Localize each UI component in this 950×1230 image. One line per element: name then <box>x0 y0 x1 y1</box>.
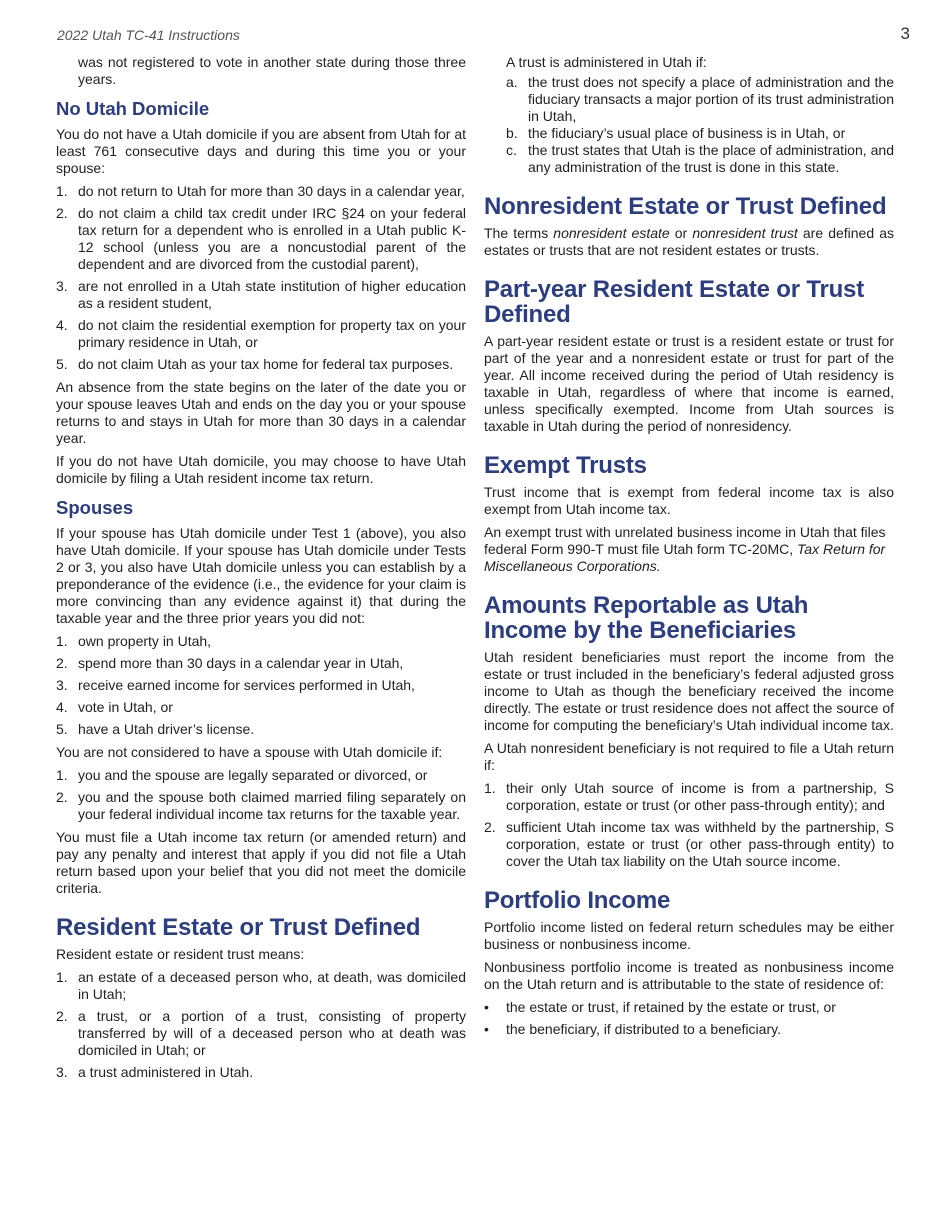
list-item <box>484 999 894 1016</box>
list-item <box>56 183 466 200</box>
paragraph: An exempt trust with unrelated business income in Utah that files federal Form 990-T must file Utah form TC-20MC, Tax Return for Miscellaneous Corporations. <box>484 524 886 574</box>
list-marker: 5. <box>56 721 68 737</box>
list-item-text: do not claim the residential exemption for property tax on your primary residence in Utah, or <box>78 317 466 350</box>
paragraph: Portfolio income listed on federal return schedules may be either business or nonbusiness income. <box>484 919 894 952</box>
list-marker: 4. <box>56 699 68 715</box>
continued-text: was not registered to vote in another state during those three years. <box>78 54 466 87</box>
list-marker: 2. <box>56 789 68 805</box>
numbered-list <box>484 780 894 870</box>
list-marker: 4. <box>56 317 68 333</box>
paragraph: Resident estate or resident trust means: <box>56 946 305 962</box>
list-marker: a. <box>506 74 518 90</box>
heading-portfolio-income: Portfolio Income <box>484 887 671 914</box>
list-item-text: the beneficiary, if distributed to a beneficiary. <box>506 1021 781 1037</box>
paragraph: Utah resident beneficiaries must report the income from the estate or trust included in the beneficiary’s federal adjusted gross income to Utah as though the beneficiary received the income directly. The estate or trust residence does not affect the source of income for computing the beneficiary’s Utah individual income tax. <box>484 649 894 733</box>
left-column <box>56 54 466 1087</box>
list-marker: 2. <box>56 1008 68 1024</box>
list-item-text: a trust administered in Utah. <box>78 1064 254 1080</box>
paragraph: An absence from the state begins on the later of the date you or your spouse leaves Utah and ends on the day you or your spouse returns to and stays in Utah for more than 30 days in a calendar year. <box>56 379 466 446</box>
list-item-text: receive earned income for services performed in Utah, <box>78 677 415 693</box>
list-item-text: own property in Utah, <box>78 633 212 649</box>
list-item-text: the trust does not specify a place of administration and the fiduciary transacts a major portion of its trust administration in Utah, <box>528 74 894 124</box>
list-item <box>56 633 466 650</box>
list-item-text: do not claim Utah as your tax home for federal tax purposes. <box>78 356 454 372</box>
heading-nonresident: Nonresident Estate or Trust Defined <box>484 193 887 220</box>
list-item <box>506 142 894 176</box>
list-marker: 3. <box>56 278 68 294</box>
list-item <box>484 780 894 814</box>
list-item-text: the fiduciary’s usual place of business is in Utah, or <box>528 125 846 141</box>
bullet-list <box>484 999 894 1038</box>
paragraph: A Utah nonresident beneficiary is not required to file a Utah return if: <box>484 740 894 773</box>
list-item-text: have a Utah driver’s license. <box>78 721 255 737</box>
heading-no-utah-domicile: No Utah Domicile <box>56 98 210 119</box>
list-item-text: do not return to Utah for more than 30 days in a calendar year, <box>78 183 465 199</box>
right-column <box>484 54 894 1044</box>
list-item <box>56 278 466 312</box>
list-item <box>484 819 894 870</box>
list-item-text: you and the spouse both claimed married filing separately on your federal individual income tax returns for the taxable year. <box>78 789 466 822</box>
list-marker: 2. <box>484 819 496 835</box>
lettered-list <box>484 74 894 176</box>
list-item-text: are not enrolled in a Utah state institution of higher education as a resident student, <box>78 278 466 311</box>
list-marker: c. <box>506 142 517 158</box>
list-item <box>56 317 466 351</box>
list-marker: 2. <box>56 655 68 671</box>
numbered-list <box>56 767 466 823</box>
list-item <box>506 74 894 125</box>
list-item-text: spend more than 30 days in a calendar year in Utah, <box>78 655 404 671</box>
paragraph: If you do not have Utah domicile, you may choose to have Utah domicile by filing a Utah resident income tax return. <box>56 453 466 486</box>
list-item <box>56 767 466 784</box>
list-item-text: vote in Utah, or <box>78 699 173 715</box>
document-header: 2022 Utah TC-41 Instructions <box>57 27 240 43</box>
heading-exempt-trusts: Exempt Trusts <box>484 452 647 479</box>
list-marker: 1. <box>56 633 68 649</box>
list-item <box>56 1008 466 1059</box>
paragraph: Nonbusiness portfolio income is treated as nonbusiness income on the Utah return and is attributable to the state of residence of: <box>484 959 894 992</box>
paragraph: You do not have a Utah domicile if you are absent from Utah for at least 761 consecutive days and during this time you or your spouse: <box>56 126 466 176</box>
list-marker: 1. <box>56 767 68 783</box>
heading-spouses: Spouses <box>56 497 134 518</box>
list-item-text: a trust, or a portion of a trust, consisting of property transferred by will of a deceased person who at death was domiciled in Utah; or <box>78 1008 466 1058</box>
numbered-list <box>56 633 466 738</box>
list-marker: 3. <box>56 1064 68 1080</box>
list-marker: 1. <box>484 780 496 796</box>
list-marker: 2. <box>56 205 68 221</box>
list-marker: • <box>484 999 489 1015</box>
heading-amounts-reportable: Amounts Reportable as Utah Income by the Beneficiaries <box>484 592 809 644</box>
list-item <box>56 699 466 716</box>
page-number: 3 <box>900 24 910 43</box>
list-item <box>56 356 466 373</box>
list-item-text: their only Utah source of income is from a partnership, S corporation, estate or trust (or other pass-through entity); and <box>506 780 894 813</box>
list-item <box>56 655 466 672</box>
list-marker: 1. <box>56 969 68 985</box>
paragraph: A part-year resident estate or trust is a resident estate or trust for part of the year and a nonresident estate or trust for part of the year. All income received during the period of Utah residency is taxable in Utah, regardless of where that income is earned, unless specifically exempted. Income from Utah sources is taxable in Utah during the period of nonresidency. <box>484 333 894 434</box>
list-item-text: do not claim a child tax credit under IRC §24 on your federal tax return for a dependent who is enrolled in a Utah public K-12 school (unless you are a noncustodial parent of the dependent and are divorced from the custodial parent), <box>78 205 466 272</box>
list-marker: • <box>484 1021 489 1037</box>
list-item <box>484 1021 894 1038</box>
list-item <box>56 789 466 823</box>
list-item <box>56 677 466 694</box>
paragraph: Trust income that is exempt from federal income tax is also exempt from Utah income tax. <box>484 484 894 517</box>
list-item <box>506 125 894 142</box>
list-item <box>56 1064 466 1081</box>
paragraph: If your spouse has Utah domicile under Test 1 (above), you also have Utah domicile. If your spouse has Utah domicile under Tests 2 or 3, you also have Utah domicile unless you can establish by a preponderance of the evidence (i.e., the evidence for your claim is more convincing than any evidence against it) that during the taxable year and the three prior years you did not: <box>56 525 466 626</box>
list-item <box>56 969 466 1003</box>
list-marker: 5. <box>56 356 68 372</box>
list-item-text: the estate or trust, if retained by the estate or trust, or <box>506 999 836 1015</box>
list-item-text: an estate of a deceased person who, at death, was domiciled in Utah; <box>78 969 466 1002</box>
paragraph: A trust is administered in Utah if: <box>506 54 707 70</box>
list-item-text: the trust states that Utah is the place of administration, and any administration of the trust is done in this state. <box>528 142 894 175</box>
list-marker: 3. <box>56 677 68 693</box>
heading-resident-estate: Resident Estate or Trust Defined <box>56 914 421 941</box>
list-item-text: you and the spouse are legally separated or divorced, or <box>78 767 428 783</box>
paragraph: The terms nonresident estate or nonresident trust are defined as estates or trusts that are not resident estates or trusts. <box>484 225 894 258</box>
numbered-list <box>56 969 466 1081</box>
heading-part-year: Part-year Resident Estate or Trust Defined <box>484 276 865 328</box>
paragraph: You must file a Utah income tax return (or amended return) and pay any penalty and interest that apply if you did not file a Utah return based upon your belief that you did not meet the domicile criteria. <box>56 829 466 896</box>
list-item <box>56 721 466 738</box>
paragraph: You are not considered to have a spouse with Utah domicile if: <box>56 744 443 760</box>
list-item-text: sufficient Utah income tax was withheld by the partnership, S corporation, estate or trust (or other pass-through entity) to cover the Utah tax liability on the Utah source income. <box>506 819 894 869</box>
list-marker: b. <box>506 125 518 141</box>
list-item <box>56 205 466 273</box>
numbered-list <box>56 183 466 373</box>
list-marker: 1. <box>56 183 68 199</box>
